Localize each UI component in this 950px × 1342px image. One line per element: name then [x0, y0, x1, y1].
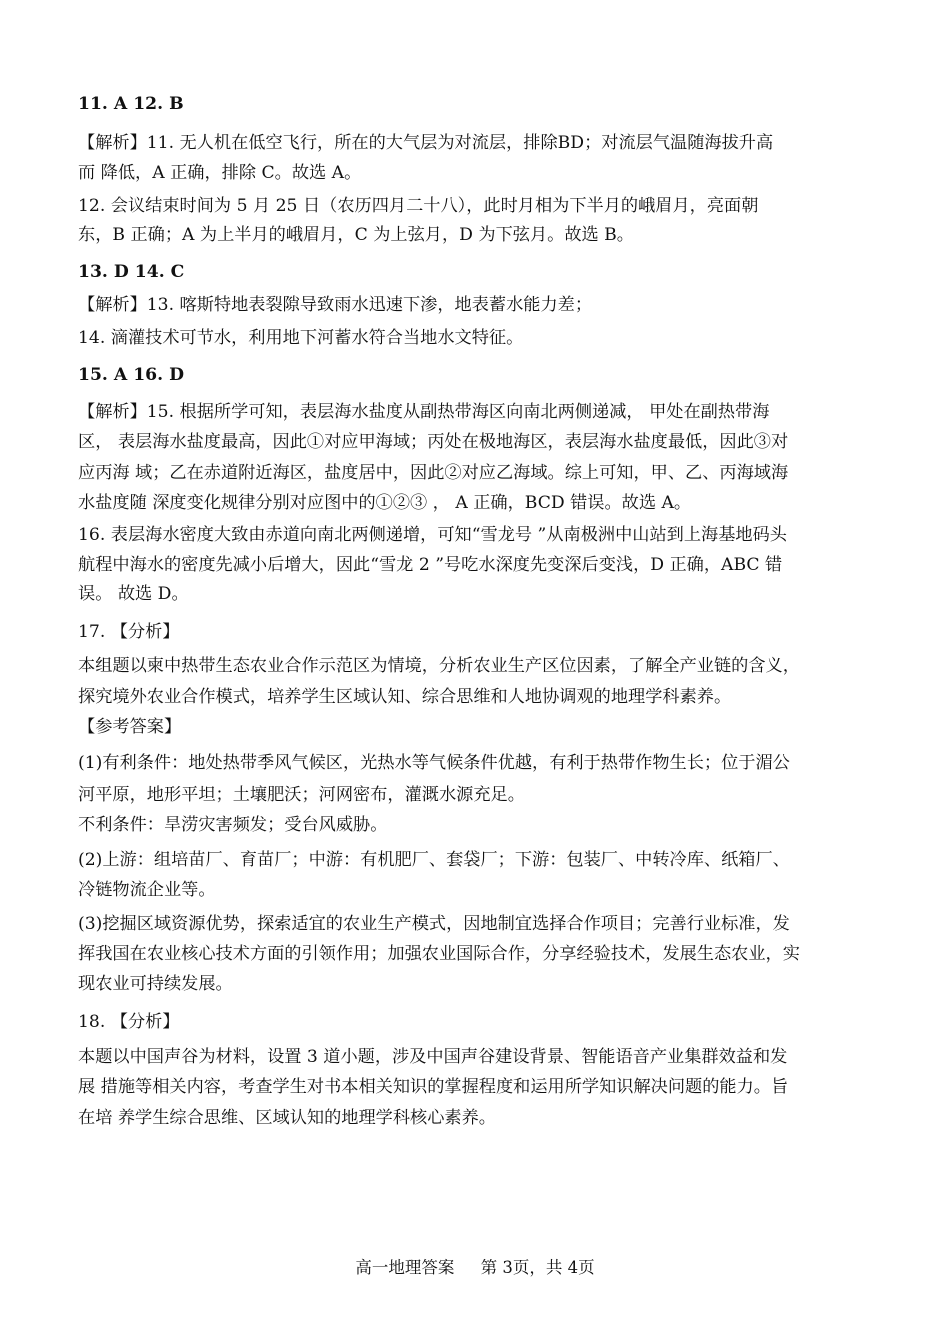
- analysis-13: 【解析】13. 喀斯特地表裂隙导致雨水迅速下渗，地表蓄水能力差；: [78, 295, 593, 315]
- analysis-12-line-1: 12. 会议结束时间为 5 月 25 日（农历四月二十八），此时月相为下半月的峨眉月，亮面朝: [78, 196, 759, 216]
- q18-analysis-line-3: 在培 养学生综合思维、区域认知的地理学科核心素养。: [78, 1108, 496, 1128]
- analysis-15-line-2: 区， 表层海水盐度最高，因此①对应甲海域；丙处在极地海区，表层海水盐度最低，因此③对: [78, 432, 789, 452]
- q17-answer-3-line-2: 挥我国在农业核心技术方面的引领作用；加强农业国际合作，分享经验技术，发展生态农业，实: [78, 944, 800, 964]
- analysis-16-line-1: 16. 表层海水密度大致由赤道向南北两侧递增，可知“雪龙号 ”从南极洲中山站到上海基地码头: [78, 525, 787, 545]
- q17-answer-1-line-1: (1)有利条件：地处热带季风气候区，光热水等气候条件优越，有利于热带作物生长；位于湄公: [78, 753, 790, 773]
- q18-analysis-line-1: 本题以中国声谷为材料，设置 3 道小题，涉及中国声谷建设背景、智能语音产业集群效益和发: [78, 1047, 788, 1067]
- q17-answer-2-line-2: 冷链物流企业等。: [78, 880, 216, 900]
- q17-reference-answer-heading: 【参考答案】: [78, 717, 182, 737]
- q17-answer-3-line-1: (3)挖掘区域资源优势，探索适宜的农业生产模式，因地制宜选择合作项目；完善行业标准，发: [78, 914, 790, 934]
- q18-analysis-heading: 18. 【分析】: [78, 1012, 180, 1032]
- analysis-12-line-2: 东，B 正确；A 为上半月的峨眉月，C 为上弦月，D 为下弦月。故选 B。: [78, 225, 634, 245]
- q17-answer-2-line-1: (2)上游：组培苗厂、育苗厂；中游：有机肥厂、套袋厂；下游：包装厂、中转冷库、纸箱厂、: [78, 850, 790, 870]
- answer-15-16-heading: 15. A 16. D: [78, 365, 184, 385]
- q17-analysis-line-2: 探究境外农业合作模式，培养学生区域认知、综合思维和人地协调观的地理学科素养。: [78, 687, 732, 707]
- q17-analysis-heading: 17. 【分析】: [78, 622, 180, 642]
- analysis-16-line-2: 航程中海水的密度先减小后增大，因此“雪龙 2 ”号吃水深度先变深后变浅，D 正确，ABC 错: [78, 555, 783, 575]
- analysis-11-line-2: 而 降低，A 正确，排除 C。故选 A。: [78, 163, 362, 183]
- q18-analysis-line-2: 展 措施等相关内容，考查学生对书本相关知识的掌握程度和运用所学知识解决问题的能力。旨: [78, 1077, 789, 1097]
- analysis-15-line-1: 【解析】15. 根据所学可知，表层海水盐度从副热带海区向南北两侧递减， 甲处在副热带海: [78, 402, 770, 422]
- q17-answer-1-line-2: 河平原，地形平坦；土壤肥沃；河网密布，灌溉水源充足。: [78, 785, 525, 805]
- page-footer: 高一地理答案 第 3页，共 4页: [355, 1258, 595, 1277]
- q17-analysis-line-1: 本组题以柬中热带生态农业合作示范区为情境，分析农业生产区位因素，了解全产业链的含义，: [78, 656, 800, 676]
- analysis-14: 14. 滴灌技术可节水，利用地下河蓄水符合当地水文特征。: [78, 328, 524, 348]
- answer-13-14-heading: 13. D 14. C: [78, 262, 185, 282]
- q17-answer-3-line-3: 现农业可持续发展。: [78, 974, 233, 994]
- analysis-16-line-3: 误。 故选 D。: [78, 584, 189, 604]
- q17-answer-1-line-3: 不利条件：旱涝灾害频发；受台风威胁。: [78, 815, 388, 835]
- analysis-15-line-3: 应丙海 域；乙在赤道附近海区，盐度居中，因此②对应乙海域。综上可知，甲、乙、丙海域海: [78, 463, 789, 483]
- answer-11-12-heading: 11. A 12. B: [78, 94, 184, 114]
- analysis-11-line-1: 【解析】11. 无人机在低空飞行，所在的大气层为对流层，排除BD；对流层气温随海拔升高: [78, 133, 774, 153]
- analysis-15-line-4: 水盐度随 深度变化规律分别对应图中的①②③ ， A 正确，BCD 错误。故选 A。: [78, 493, 692, 513]
